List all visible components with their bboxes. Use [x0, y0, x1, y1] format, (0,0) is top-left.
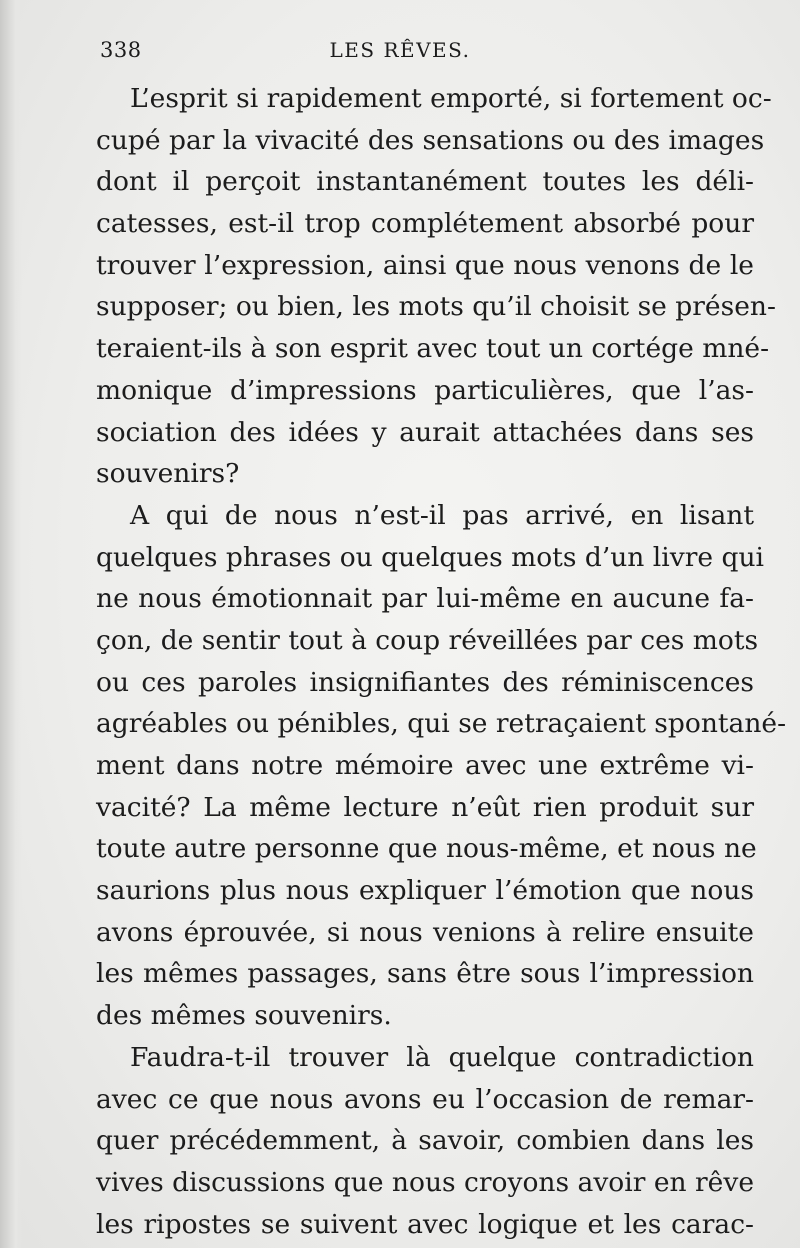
text-line: A qui de nous n’est-il pas arrivé, en lisant: [130, 499, 754, 531]
text-line: teraient-ils à son esprit avec tout un cortége mné-: [96, 333, 770, 365]
text-line: supposer; ou bien, les mots qu’il choisit se présen-: [96, 291, 776, 323]
text-line: L’esprit si rapidement emporté, si fortement oc-: [130, 83, 772, 114]
text-line: avec ce que nous avons eu l’occasion de remar-: [96, 1083, 754, 1115]
text-line: agréables ou pénibles, qui se retraçaient spontané-: [96, 708, 787, 740]
text-line: des mêmes souvenirs.: [96, 1000, 392, 1032]
text-line: trouver l’expression, ainsi que nous venons de le: [96, 249, 754, 281]
page-number: 338: [100, 38, 142, 62]
text-line: quelques phrases ou quelques mots d’un livre qui: [96, 541, 764, 573]
text-line: cupé par la vivacité des sensations ou des images: [96, 124, 765, 156]
text-line: ou ces paroles insignifiantes des réminiscences: [96, 666, 754, 698]
text-line: dont il perçoit instantanément toutes les déli-: [96, 166, 754, 198]
text-line: toute autre personne que nous-même, et nous ne: [96, 833, 757, 865]
page-gutter-shadow: [0, 0, 22, 1248]
text-line: ne nous émotionnait par lui-même en aucune fa-: [96, 583, 754, 615]
text-line: saurions plus nous expliquer l’émotion que nous: [96, 875, 754, 907]
text-line: vives discussions que nous croyons avoir en rêve: [96, 1166, 754, 1198]
text-line: avons éprouvée, si nous venions à relire ensuite: [96, 916, 754, 948]
text-line: çon, de sentir tout à coup réveillées par ces mots: [96, 624, 759, 656]
text-line: vacité? La même lecture n’eût rien produit sur: [96, 791, 754, 823]
text-line: les mêmes passages, sans être sous l’impression: [96, 958, 754, 990]
text-line: sociation des idées y aurait attachées dans ses: [96, 416, 754, 448]
body-text: [96, 78, 787, 1245]
paragraph: [96, 1037, 754, 1245]
text-line: quer précédemment, à savoir, combien dans les: [96, 1125, 754, 1157]
text-line: les ripostes se suivent avec logique et les carac-: [96, 1208, 754, 1240]
text-line: Faudra-t-il trouver là quelque contradiction: [130, 1041, 754, 1073]
text-line: souvenirs?: [96, 458, 240, 490]
running-head: LES RÊVES.: [329, 38, 471, 62]
text-line: monique d’impressions particulières, que l’as-: [96, 374, 754, 406]
text-line: ment dans notre mémoire avec une extrême vi-: [96, 750, 754, 781]
text-line: catesses, est-il trop complétement absorbé pour: [96, 208, 754, 240]
paragraph: [96, 78, 776, 495]
paragraph: [96, 495, 787, 1037]
